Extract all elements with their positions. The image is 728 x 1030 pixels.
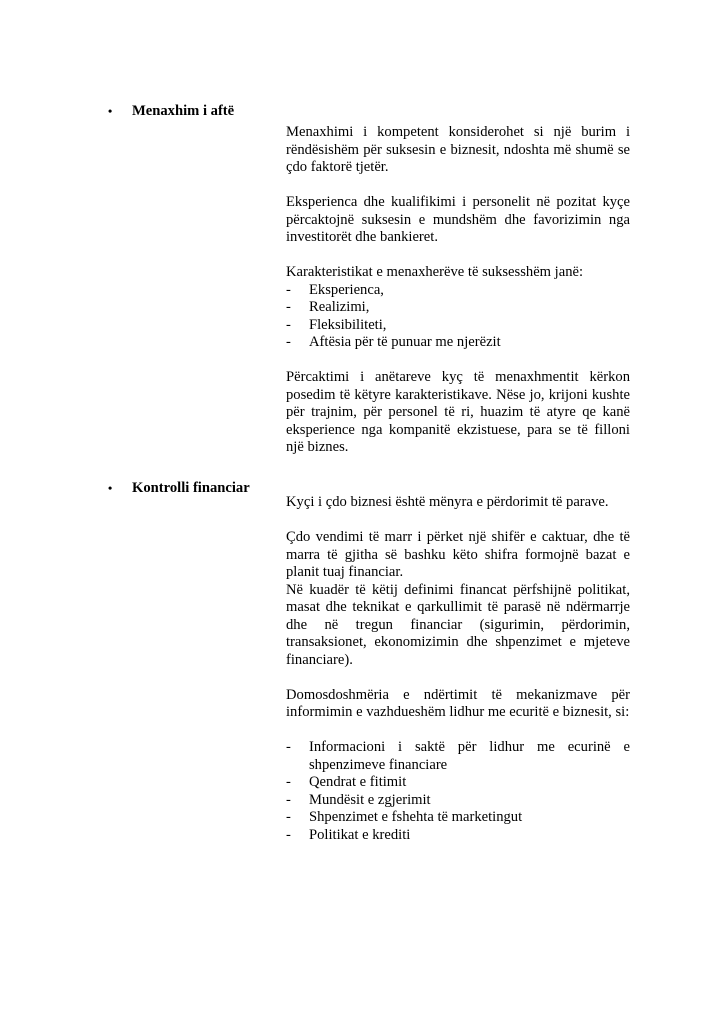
- dash-icon: -: [286, 739, 291, 755]
- paragraph: Kyçi i çdo biznesi është mënyra e përdorimit të parave.: [286, 494, 609, 510]
- paragraph: Domosdoshmëria e ndërtimit të mekanizmave për informimin e vazhdueshëm lidhur me ecuritë e biznesit, si:: [286, 686, 630, 720]
- paragraph: Çdo vendimi të marr i përket një shifër e caktuar, dhe të marra të gjitha së bashku këto shifra formojnë bazat e planit tuaj financiar.: [286, 529, 630, 580]
- list-item: - Politikat e krediti: [286, 826, 411, 843]
- paragraph: Menaxhimi i kompetent konsiderohet si një burim i rëndësishëm për suksesin e biznesit, ndoshta më shumë se çdo faktorë tjetër.: [286, 124, 630, 175]
- characteristics-list: [286, 282, 630, 352]
- dash-icon: -: [286, 791, 291, 808]
- list-item: - Eksperienca,: [286, 281, 384, 298]
- section2-body: [286, 494, 630, 844]
- list-item: - Qendrat e fitimit: [286, 774, 407, 790]
- mechanisms-list: [286, 739, 630, 844]
- bullet-icon: •: [108, 104, 113, 118]
- dash-icon: -: [286, 281, 291, 298]
- list-item: - Aftësia për të punuar me njerëzit: [286, 334, 501, 350]
- dash-icon: -: [286, 826, 291, 843]
- list-item: - Fleksibiliteti,: [286, 316, 387, 333]
- list-intro: Karakteristikat e menaxherëve të suksesshëm janë:: [286, 264, 584, 280]
- paragraph: Eksperienca dhe kualifikimi i personelit në pozitat kyçe përcaktojnë suksesin e mundshëm dhe favorizimin nga investitorët dhe bankieret.: [286, 194, 630, 245]
- dash-icon: -: [286, 334, 291, 350]
- bullet-icon: •: [108, 481, 113, 495]
- paragraph: Në kuadër të këtij definimi financat përfshijnë politikat, masat dhe teknikat e qarkullimit të parasë në ndërmarrje dhe në tregun financiar (sigurimin, përdorimin, transaksionet, ekonomizimin dhe shpenzimet e mjeteve financiare).: [286, 581, 630, 668]
- characteristics-block: [286, 264, 630, 352]
- dash-icon: -: [286, 774, 291, 790]
- heading-text: Kontrolli financiar: [132, 480, 250, 496]
- section-heading-financial-control: [108, 480, 250, 498]
- dash-icon: -: [286, 316, 291, 333]
- heading-text: Menaxhim i aftë: [132, 103, 235, 119]
- list-item: - Realizimi,: [286, 299, 370, 315]
- paragraph: Përcaktimi i anëtareve kyç të menaxhmentit kërkon posedim të këtyre karakteristikave. Nëse jo, krijoni kushte për trajnim, për personel të ri, huazim të atyre qe kanë eksperience nga kompanitë ekzistuese, para se të filloni një biznes.: [286, 369, 630, 455]
- dash-icon: -: [286, 299, 291, 315]
- dash-icon: -: [286, 809, 291, 825]
- list-item: - Informacioni i saktë për lidhur me ecurinë e shpenzimeve financiare: [286, 739, 630, 773]
- list-item: - Shpenzimet e fshehta të marketingut: [286, 809, 523, 825]
- section1-body: [286, 124, 630, 457]
- list-item: - Mundësit e zgjerimit: [286, 791, 431, 808]
- section-heading-management: [108, 103, 234, 121]
